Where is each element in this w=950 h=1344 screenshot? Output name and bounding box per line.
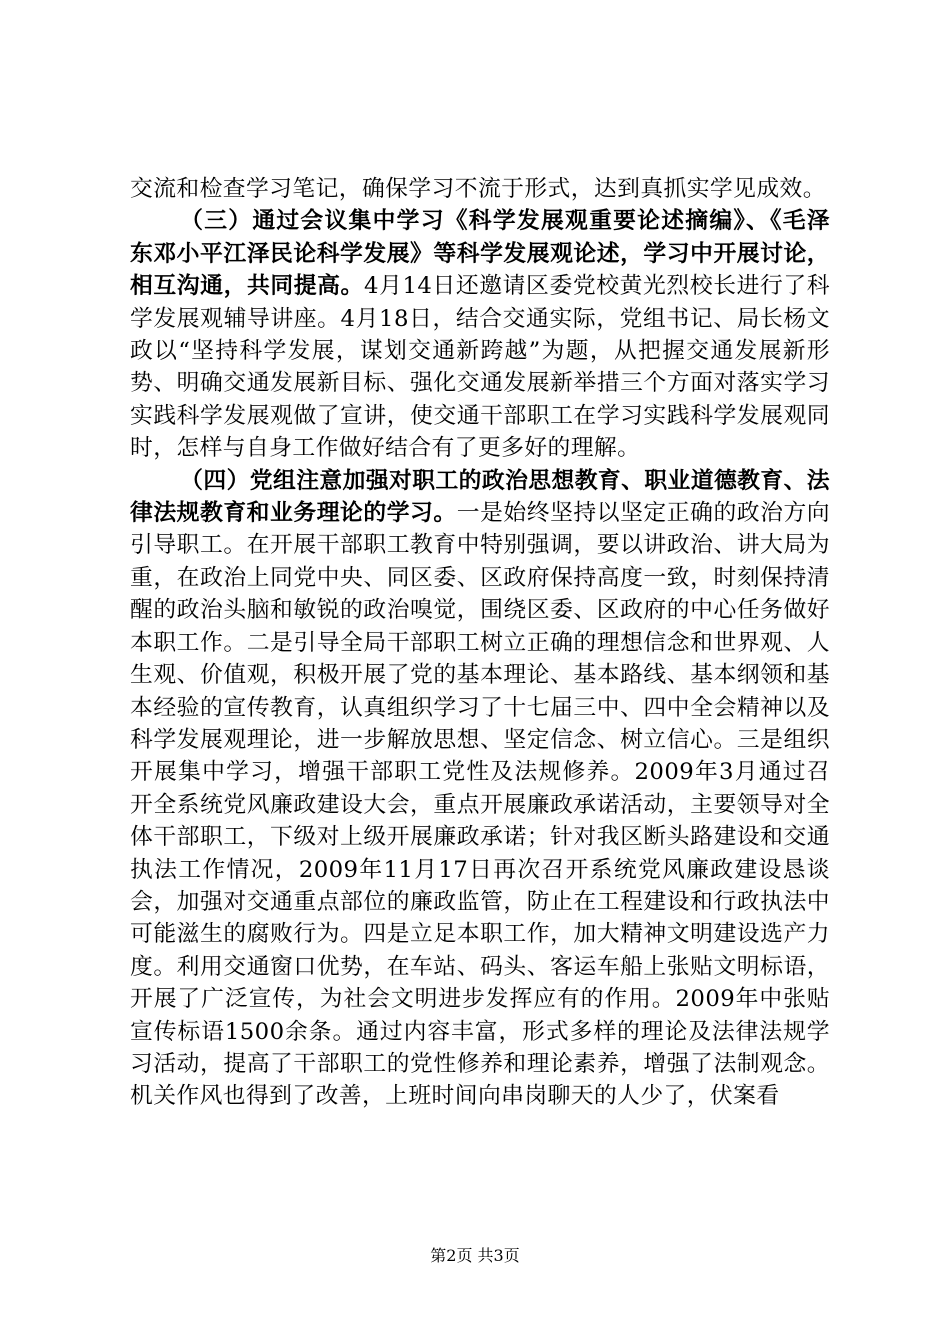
paragraph-2: [130, 205, 830, 464]
paragraph-3: [130, 465, 830, 1113]
paragraph-2-lead: （三）通过会议集中学习《科学发展观重要论述摘编》、《毛泽东邓小平江泽民论科学发展》等科学发展观论述，学习中开展讨论，相互沟通，共同提高。: [130, 208, 830, 300]
paragraph-3-text: 一是始终坚持以坚定正确的政治方向引导职工。在开展干部职工教育中特别强调，要以讲政治、讲大局为重，在政治上同党中央、同区委、区政府保持高度一致，时刻保持清醒的政治头脑和敏锐的政治嗅觉，围绕区委、区政府的中心任务做好本职工作。二是引导全局干部职工树立正确的理想信念和世界观、人生观、价值观，积极开展了党的基本理论、基本路线、基本纲领和基本经验的宣传教育，认真组织学习了十七届三中、四中全会精神以及科学发展观理论，进一步解放思想、坚定信念、树立信心。三是组织开展集中学习，增强干部职工党性及法规修养。2009年3月通过召开全系统党风廉政建设大会，重点开展廉政承诺活动，主要领导对全体干部职工，下级对上级开展廉政承诺；针对我区断头路建设和交通执法工作情况，2009年11月17日再次召开系统党风廉政建设恳谈会，加强对交通重点部位的廉政监管，防止在工程建设和行政执法中可能滋生的腐败行为。四是立足本职工作，加大精神文明建设选产力度。利用交通窗口优势，在车站、码头、客运车船上张贴文明标语，开展了广泛宣传，为社会文明进步发挥应有的作用。2009年中张贴宣传标语1500余条。通过内容丰富，形式多样的理论及法律法规学习活动，提高了干部职工的党性修养和理论素养，增强了法制观念。机关作风也得到了改善，上班时间向串岗聊天的人少了，伏案看: [130, 500, 830, 1110]
paragraph-1: [130, 173, 830, 205]
paragraph-1-text: 交流和检查学习笔记，确保学习不流于形式，达到真抓实学见成效。: [130, 176, 826, 202]
page-number: 第2页 共3页: [430, 1246, 520, 1265]
paragraph-3-lead: （四）党组注意加强对职工的政治思想教育、职业道德教育、法律法规教育和业务理论的学习。: [130, 467, 830, 527]
paragraph-2-text: 4月14日还邀请区委党校黄光烈校长进行了科学发展观辅导讲座。4月18日，结合交通实际，党组书记、局长杨文政以“坚持科学发展，谋划交通新跨越”为题，从把握交通发展新形势、明确交通发展新目标、强化交通发展新举措三个方面对落实学习实践科学发展观做了宣讲，使交通干部职工在学习实践科学发展观同时，怎样与自身工作做好结合有了更多好的理解。: [130, 273, 831, 462]
page-footer: [0, 1245, 950, 1267]
document-body: [130, 173, 830, 1113]
